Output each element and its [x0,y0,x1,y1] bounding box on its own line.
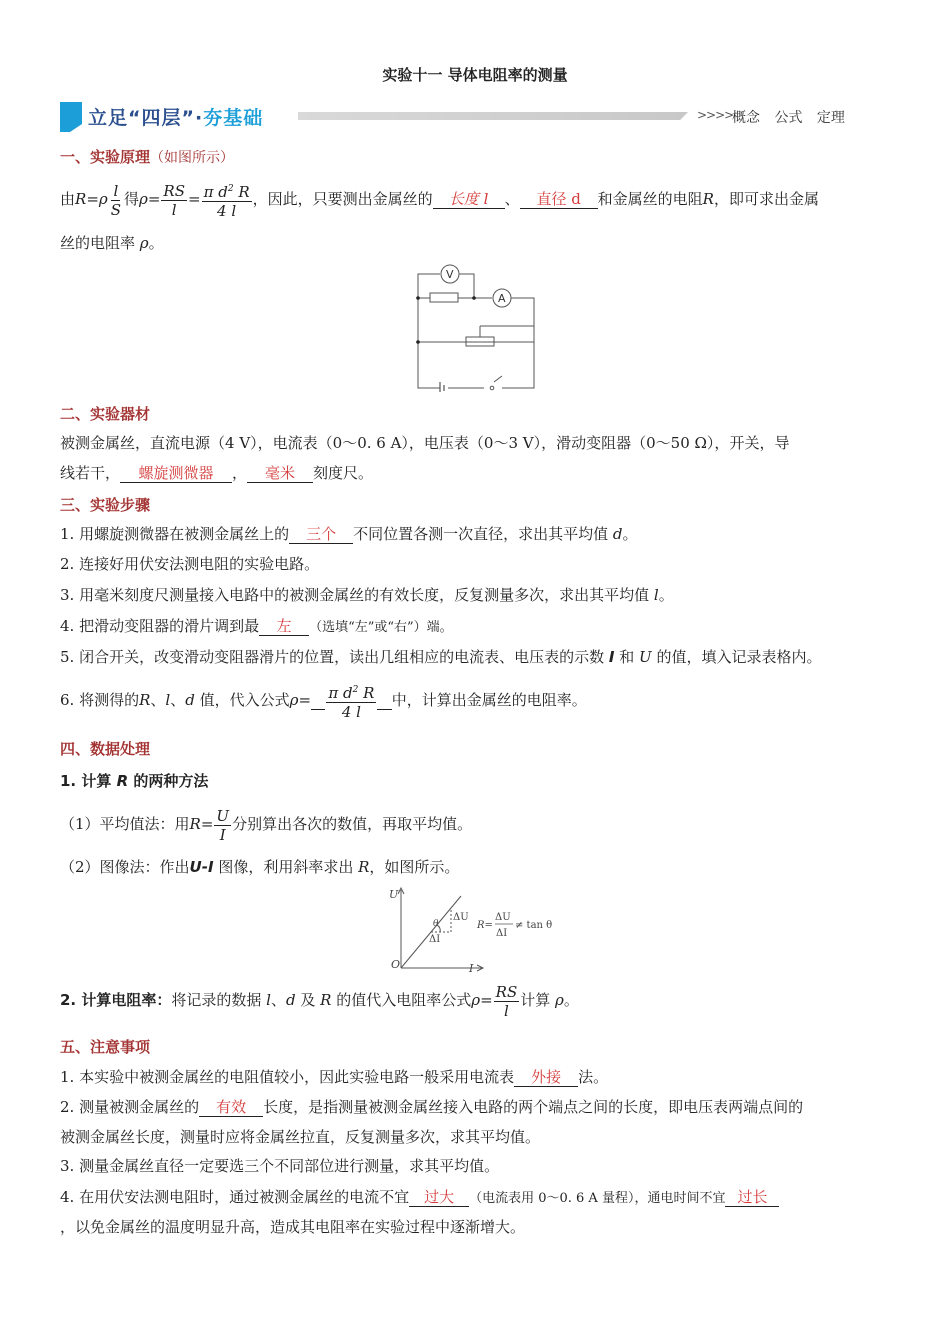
blank-mm: 毫米 [247,464,313,483]
step-1: 1. 用螺旋测微器在被测金属丝上的 三个 不同位置各测一次直径，求出其平均值 d。 [60,525,638,543]
note-2-cont: 被测金属丝长度，测量时应将金属丝拉直，反复测量多次，求其平均值。 [60,1128,541,1146]
equipment-line2: 线若干， 螺旋测微器 ， 毫米 刻度尺。 [60,464,374,482]
svg-text:ΔU: ΔU [495,912,511,923]
graph-theta: θ [433,919,439,929]
equipment-line1: 被测金属丝，直流电源（4 V），电流表（0～0. 6 A），电压表（0～3 V），滑动变阻器（0～50 Ω），开关，导 [60,434,790,452]
circuit-diagram [410,262,540,392]
banner-arrows-icon: >>>> [697,108,734,122]
data-sub2: 2. 计算电阻率：将记录的数据 l、d 及 R 的值代入电阻率公式ρ= $\frac{RS}{l}$ 计算 ρ。 [60,982,579,1020]
method-2: （2）图像法：作出U-I 图像，利用斜率求出 R，如图所示。 [60,858,460,876]
note-1: 1. 本实验中被测金属丝的电阻值较小，因此实验电路一般采用电流表 外接 法。 [60,1068,609,1086]
blank-too-large: 过大 [409,1188,469,1207]
blank-diameter: 直径 d [520,190,598,209]
graph-x-label: I [469,962,474,975]
step-6: 6. 将测得的R、l、d 值，代入公式ρ= $\frac{\pi d^2 R}{4 l}$ 中，计算出金属丝的电阻率。 [60,680,890,721]
ammeter-label: A [498,292,506,305]
heading-notes: 五、注意事项 [60,1038,151,1056]
blank-effective: 有效 [199,1098,263,1117]
svg-text:ΔI: ΔI [496,928,508,939]
section-banner [60,100,890,134]
heading-data: 四、数据处理 [60,740,151,758]
graph-delta-u: ΔU [453,912,469,923]
blank-micrometer: 螺旋测微器 [120,464,232,483]
principle-line2: 丝的电阻率 ρ。 [60,234,164,252]
graph-origin: O [391,958,401,971]
method-1: （1）平均值法：用R= $\frac{U}{I}$ 分别算出各次的数值，再取平均值。 [60,806,473,844]
blank-length: 长度 l [433,190,505,209]
svg-text:R=: R= [477,920,493,931]
step-5: 5. 闭合开关，改变滑动变阻器滑片的位置，读出几组相应的电流表、电压表的示数 I 和 U 的值，填入记录表格内。 [60,648,822,666]
note-4-cont: ，以免金属丝的温度明显升高，造成其电阻率在实验过程中逐渐增大。 [60,1218,526,1236]
heading-equipment: 二、实验器材 [60,405,151,423]
graph-y-label: U [389,888,399,901]
heading-principle: 一、实验原理（如图所示） [60,148,235,166]
banner-categories: 概念 公式 定理 [732,110,845,126]
heading-steps: 三、实验步骤 [60,496,151,514]
step-2: 2. 连接好用伏安法测电阻的实验电路。 [60,555,320,573]
voltmeter-label: V [446,268,454,281]
step-3: 3. 用毫米刻度尺测量接入电路中的被测金属丝的有效长度，反复测量多次，求出其平均值 l。 [60,586,674,604]
blank-left: 左 [259,617,309,636]
note-4: 4. 在用伏安法测电阻时，通过被测金属丝的电流不宜 过大 （电流表用 0～0. 6 A 量程），通电时间不宜 过长 [60,1182,890,1214]
blank-too-long: 过长 [725,1188,779,1207]
page-title: 实验十一 导体电阻率的测量 [382,66,568,84]
ui-graph [385,884,575,976]
banner-bar [298,112,688,120]
data-sub1: 1. 计算 R 的两种方法 [60,772,209,790]
graph-neq: ≠ tan θ [515,920,553,931]
graph-delta-i: ΔI [429,934,441,945]
banner-tag: 立足“四层”·夯基础 [88,107,264,129]
step-4: 4. 把滑动变阻器的滑片调到最 左 （选填“左”或“右”）端。 [60,617,453,635]
note-3: 3. 测量金属丝直径一定要选三个不同部位进行测量，求其平均值。 [60,1157,500,1175]
blank-external: 外接 [514,1068,578,1087]
principle-line1: 由R=ρ $\frac{l}{S}$ 得ρ= $\frac{RS}{l}$ = $\frac{\pi d^2 R}{4 l}$ ，因此，只要测出金属丝的 长度 l 、 直径 d 和金属丝的电阻R，即可求出金属 [60,181,819,220]
blank-three: 三个 [289,525,353,544]
note-2: 2. 测量被测金属丝的 有效 长度，是指测量被测金属丝接入电路的两个端点之间的长度，即电压表两端点间的 [60,1098,804,1116]
